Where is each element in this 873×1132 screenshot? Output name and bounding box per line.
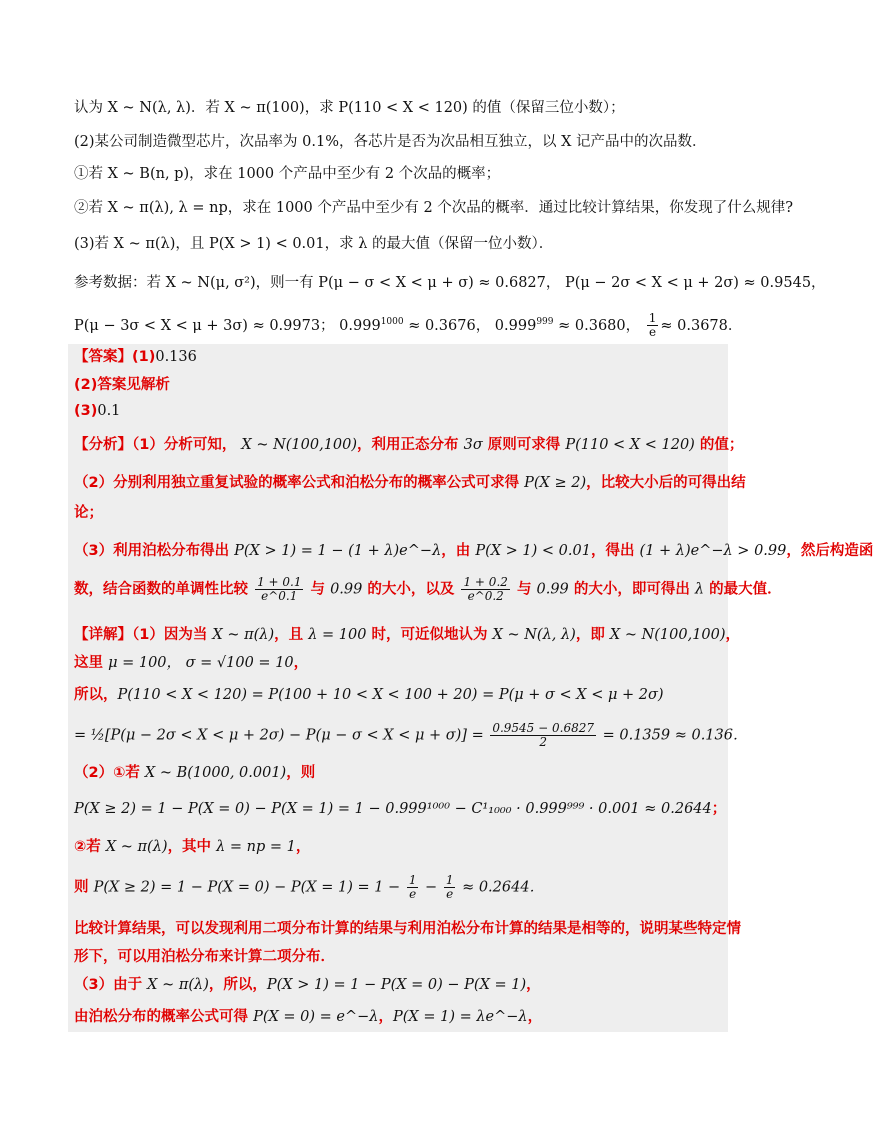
detail-line-10: 形下，可以用泊松分布来计算二项分布． <box>74 949 335 965</box>
problem-line-2: (2)某公司制造微型芯片，次品率为 0.1%，各芯片是否为次品相互独立，以 X 记产品中的次品数． <box>74 134 707 150</box>
problem-line-3: ①若 X ~ B(n, p)，求在 1000 个产品中至少有 2 个次品的概率； <box>74 166 501 182</box>
answer-1-value: 0.136 <box>155 349 197 365</box>
detail-line-11: （3）由于 X ~ π(λ)，所以，P(X > 1) = 1 − P(X = 0) − P(X = 1)， <box>74 977 541 993</box>
detail-line-9: 比较计算结果，可以发现利用二项分布计算的结果与利用泊松分布计算的结果是相等的，说明某些特定情 <box>74 921 741 937</box>
problem-line-1: 认为 X ~ N(λ, λ)．若 X ~ π(100)，求 P(110 < X < 120) 的值（保留三位小数）； <box>74 100 625 116</box>
fraction-1-02: $\frac{1 + 0.2}{e\^{}0.2}$ <box>463 575 508 603</box>
detail-line-6: P(X ≥ 2) = 1 − P(X = 0) − P(X = 1) = 1 − 0.999¹⁰⁰⁰ − C¹₁₀₀₀ · 0.999⁹⁹⁹ · 0.001 ≈ 0.2644； <box>74 801 727 817</box>
analysis-line-1: 【分析】（1）分析可知， X ~ N(100,100)，利用正态分布 3σ 原则可求得 P(110 < X < 120) 的值； <box>74 437 744 453</box>
answer-label: 【答案】 <box>74 349 132 365</box>
detail-line-3: 所以，P(110 < X < 120) = P(100 + 10 < X < 100 + 20) = P(μ + σ < X < μ + 2σ) <box>74 687 664 703</box>
ref-text-c: ≈ 0.3680， <box>553 317 641 334</box>
analysis-line-4: （3）利用泊松分布得出 P(X > 1) = 1 − (1 + λ)e^−λ，由 P(X > 1) < 0.01，得出 (1 + λ)e^−λ > 0.99，然后构造函 <box>74 543 873 559</box>
ref-sup-1: 1000 <box>380 317 404 327</box>
detail-line-2: 这里 μ = 100， σ = √100 = 10， <box>74 655 309 671</box>
answer-line-1: 【答案】(1)0.136 <box>74 349 197 365</box>
ref-text-d: ≈ 0.3678． <box>660 317 743 334</box>
fraction-1-01: $\frac{1 + 0.1}{e\^{}0.1}$ <box>257 575 302 603</box>
fraction-result: $\frac{0.9545 - 0.6827}{2}$ <box>492 721 594 749</box>
fraction-1-e-b: $\frac{1}{e}$ <box>445 873 454 901</box>
detail-line-4: = ½[P(μ − 2σ < X < μ + 2σ) − P(μ − σ < X < μ + σ)] = $\frac{0.9545 - 0.6827}{2}$ = 0.1359 ≈ 0.136． <box>74 721 748 749</box>
problem-line-4: ②若 X ~ π(λ), λ = np，求在 1000 个产品中至少有 2 个次品的概率．通过比较计算结果，你发现了什么规律? <box>74 200 794 216</box>
fraction-1-e-a: $\frac{1}{e}$ <box>408 873 417 901</box>
detail-line-1: 【详解】（1）因为当 X ~ π(λ)，且 λ = 100 时，可近似地认为 X ~ N(λ, λ)，即 X ~ N(100,100)， <box>74 627 741 643</box>
ref-fraction: $\frac{1}{e}$ <box>648 311 657 340</box>
ref-text-b: ≈ 0.3676， 0.999 <box>403 317 537 334</box>
detail-label: 【详解】 <box>74 627 132 643</box>
ref-sup-2: 999 <box>536 317 554 327</box>
problem-line-5: (3)若 X ~ π(λ)，且 P(X > 1) < 0.01，求 λ 的最大值（保留一位小数）． <box>74 236 554 252</box>
answer-3-value: 0.1 <box>97 403 121 419</box>
analysis-line-5: 数，结合函数的单调性比较 $\frac{1 + 0.1}{e\^{}0.1}$ 与 0.99 的大小，以及 $\frac{1 + 0.2}{e\^{}0.2}$ 与 0.99 的大小，即可得出 λ 的最大值． <box>74 575 782 603</box>
ref-text-a: P(μ − 3σ < X < μ + 3σ) ≈ 0.9973； 0.999 <box>74 317 381 334</box>
detail-line-7: ②若 X ~ π(λ)，其中 λ = np = 1， <box>74 839 311 855</box>
reference-data-line-1: 参考数据：若 X ~ N(μ, σ²)，则一有 P(μ − σ < X < μ + σ) ≈ 0.6827， P(μ − 2σ < X < μ + 2σ) ≈ 0.9545， <box>74 275 826 291</box>
detail-line-5: （2）①若 X ~ B(1000, 0.001)，则 <box>74 765 316 781</box>
analysis-label: 【分析】 <box>74 437 132 453</box>
detail-line-8: 则 P(X ≥ 2) = 1 − P(X = 0) − P(X = 1) = 1 − $\frac{1}{e}$ − $\frac{1}{e}$ ≈ 0.2644． <box>74 873 545 901</box>
detail-line-12: 由泊松分布的概率公式可得 P(X = 0) = e^−λ，P(X = 1) = λe^−λ， <box>74 1009 543 1025</box>
answer-line-2: (2)答案见解析 <box>74 377 170 393</box>
answer-line-3: (3)0.1 <box>74 403 121 419</box>
reference-data-line-2 <box>74 311 742 339</box>
analysis-line-2: （2）分别利用独立重复试验的概率公式和泊松分布的概率公式可求得 P(X ≥ 2)，比较大小后的可得出结 <box>74 475 746 491</box>
analysis-line-3: 论； <box>74 505 103 521</box>
